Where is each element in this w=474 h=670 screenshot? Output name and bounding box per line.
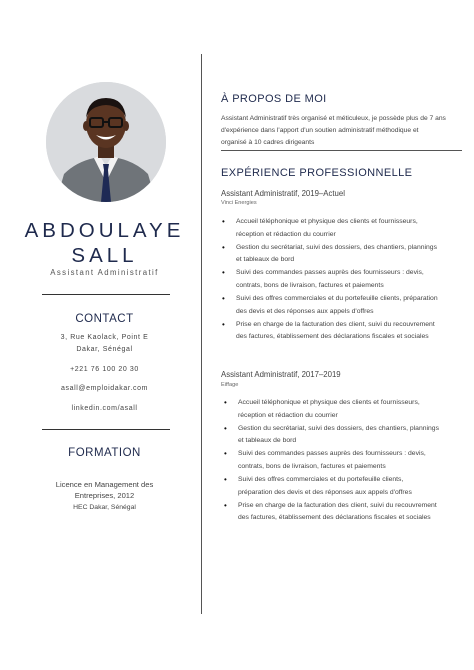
job2-company: Eiffage xyxy=(221,382,239,388)
contact-address-line2: Dakar, Sénégal xyxy=(76,346,133,353)
name-last: SALL xyxy=(71,244,138,267)
list-item: • Suivi des commandes passes auprès des fournisseurs : devis, contrats, bons de livraison, factures et paiements xyxy=(222,268,424,289)
formation-degree-line1: Licence en Management des xyxy=(55,480,154,489)
list-item: • Suivi des commandes passes auprès des fournisseurs : devis, contrats, bons de livraison, factures et paiements xyxy=(224,449,426,470)
job1-company: Vinci Energies xyxy=(221,200,257,206)
experience-heading: EXPÉRIENCE PROFESSIONNELLE xyxy=(221,167,413,179)
list-item: • Prise en charge de la facturation des client, suivi du recouvrement des factures, établissement des déclarations fiscales et sociales xyxy=(224,500,437,522)
contact-phone[interactable]: +221 76 100 20 30 xyxy=(70,366,139,373)
job2-bullet-list xyxy=(224,397,463,525)
list-item: • Suivi des offres commerciales et du portefeuille clients, préparation des devis et des réponses aux appels d'offres xyxy=(222,294,438,315)
contact-linkedin[interactable]: linkedin.com/asall xyxy=(71,405,138,412)
list-item: • Gestion du secrétariat, suivi des dossiers, des chantiers, plannings et tableaux de bord xyxy=(222,242,437,264)
formation-degree-line2: Entreprises, 2012 xyxy=(74,491,135,500)
right-divider xyxy=(221,150,462,151)
list-item: • Gestion du secrétariat, suivi des dossiers, des chantiers, plannings et tableaux de bord xyxy=(224,423,439,445)
list-item: • Accueil téléphonique et physique des clients et fournisseurs, réception et rédaction du courrier xyxy=(222,217,418,238)
job1-title: Assistant Administratif, 2019–Actuel xyxy=(221,189,345,198)
job1-bullet-list xyxy=(222,216,461,344)
about-heading: À PROPOS DE MOI xyxy=(221,93,327,105)
list-item: • Prise en charge de la facturation des client, suivi du recouvrement des factures, établissement des déclarations fiscales et sociales xyxy=(222,319,435,341)
profile-photo xyxy=(46,82,166,202)
job-title: Assistant Administratif xyxy=(50,268,159,277)
list-item: • Accueil téléphonique et physique des clients et fournisseurs, réception et rédaction du courrier xyxy=(224,398,420,419)
contact-heading: CONTACT xyxy=(75,313,134,325)
left-divider-bottom xyxy=(42,429,170,430)
contact-email[interactable]: asall@emploidakar.com xyxy=(60,385,149,392)
name-first: ABDOULAYE xyxy=(24,219,185,242)
formation-school: HEC Dakar, Sénégal xyxy=(73,504,136,511)
list-item: • Suivi des offres commerciales et du portefeuille clients, préparation des devis et des réponses aux appels d'offres xyxy=(224,475,412,496)
job2-title: Assistant Administratif, 2017–2019 xyxy=(221,370,341,379)
about-text: Assistant Administratif très organisé et méticuleux, je possède plus de 7 ans d'expérience dans l'apport d'un soutien administratif méthodique et organisé à 10 cadres dirigeants xyxy=(221,115,446,146)
formation-heading: FORMATION xyxy=(68,447,141,459)
left-divider-top xyxy=(42,294,170,295)
contact-address-line1: 3, Rue Kaolack, Point E xyxy=(60,334,149,341)
